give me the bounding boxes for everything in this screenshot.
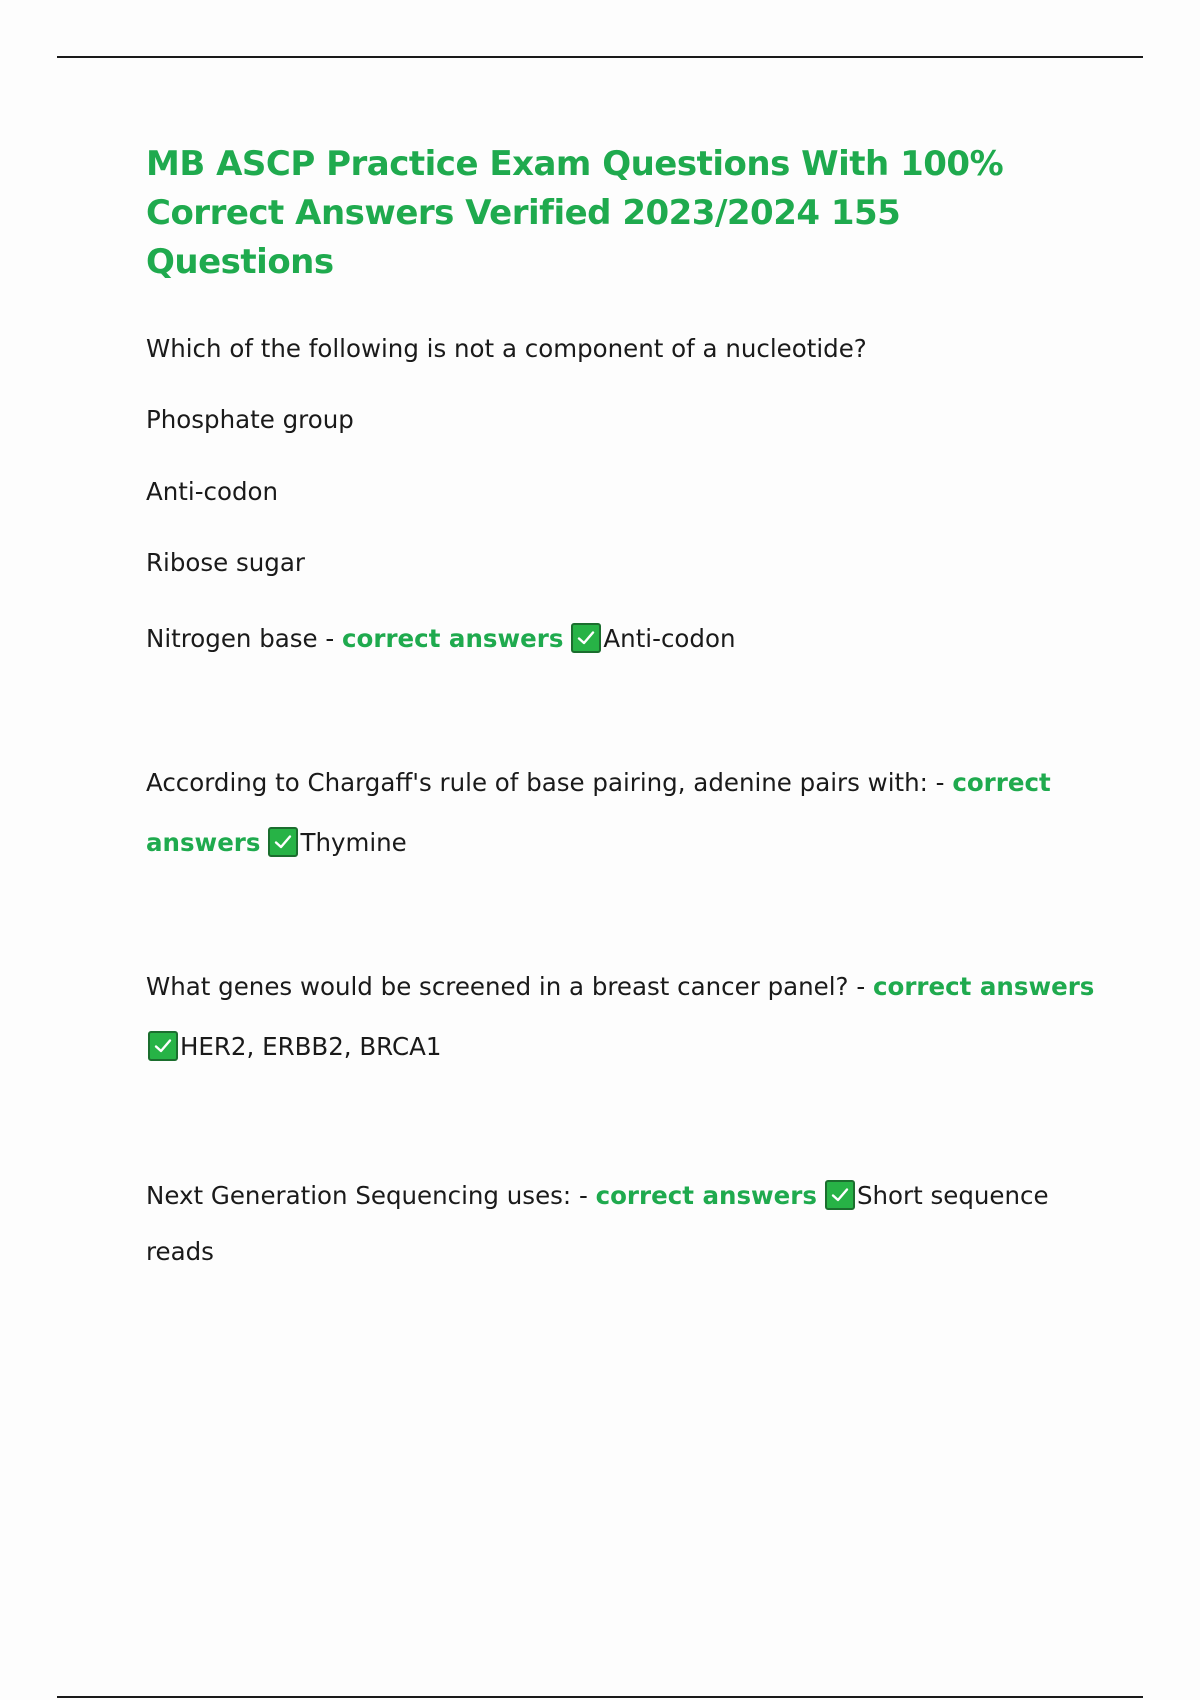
question-3-answer: HER2, ERBB2, BRCA1	[180, 1032, 442, 1061]
question-1-option-1: Phosphate group	[146, 405, 354, 434]
check-mark-icon	[825, 1180, 855, 1210]
header-rule	[57, 56, 1143, 58]
question-4-answer-part-1: Short sequence	[856, 1181, 1049, 1210]
question-2-line-1	[146, 768, 1051, 797]
question-1-answer-line	[146, 623, 735, 653]
question-1-option-4: Nitrogen base -	[146, 624, 343, 653]
question-3-line-1	[146, 972, 1094, 1001]
question-2-text: According to Chargaff's rule of base pairing, adenine pairs with: -	[146, 768, 953, 797]
check-mark-icon	[571, 623, 601, 653]
correct-answers-label: correct answers	[595, 1181, 817, 1210]
question-4-line-2: reads	[146, 1237, 214, 1266]
question-3-text: What genes would be screened in a breast cancer panel? -	[146, 972, 873, 1001]
document-title	[146, 140, 1076, 287]
question-1-answer: Anti-codon	[603, 624, 736, 653]
question-1-option-3: Ribose sugar	[146, 548, 305, 577]
question-3-line-2	[146, 1031, 441, 1061]
question-1-option-2: Anti-codon	[146, 477, 279, 506]
check-mark-icon	[148, 1031, 178, 1061]
correct-answers-label: correct answers	[872, 972, 1095, 1001]
question-2-answer: Thymine	[300, 828, 407, 857]
question-1-text: Which of the following is not a component of a nucleotide?	[146, 334, 867, 363]
correct-answers-label-cont: answers	[146, 828, 261, 857]
correct-answers-label: correct	[952, 768, 1051, 797]
check-mark-icon	[268, 827, 298, 857]
title-line-1: MB ASCP Practice Exam Questions With 100%	[146, 144, 1004, 184]
correct-answers-label: correct answers	[342, 624, 564, 653]
question-4-text: Next Generation Sequencing uses: -	[146, 1181, 596, 1210]
question-4-line-1	[146, 1180, 1049, 1210]
title-line-2: Correct Answers Verified 2023/2024 155 Questions	[146, 193, 901, 282]
question-2-line-2	[146, 827, 407, 857]
footer-rule	[57, 1696, 1143, 1698]
